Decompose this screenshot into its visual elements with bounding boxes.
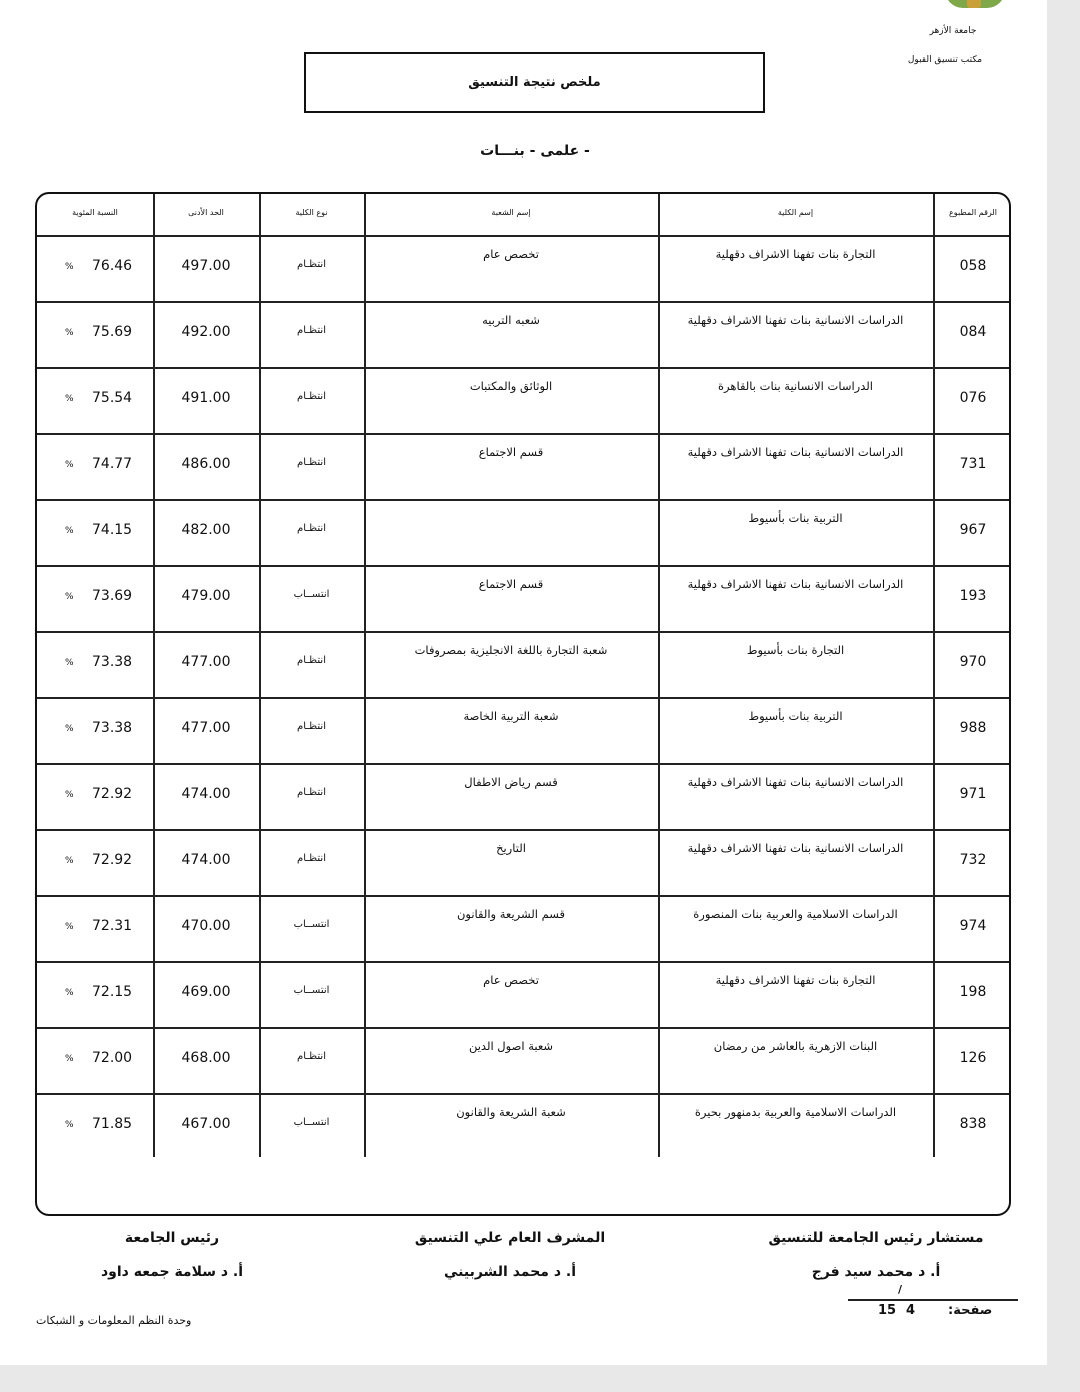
row-type: انتســاب [293, 919, 330, 930]
row-college: التجارة بنات بأسيوط [746, 643, 845, 657]
row-code: 988 [959, 720, 987, 736]
percent-sign: % [65, 922, 74, 932]
results-table [35, 192, 1011, 1216]
footer-rule [848, 1299, 1018, 1301]
row-branch: شعبة التربية الخاصة [463, 709, 559, 723]
percent-sign: % [65, 658, 74, 668]
percent-sign: % [65, 460, 74, 470]
column-header: إسم الشعبة [491, 208, 531, 217]
column-header: النسبة المئوية [72, 208, 118, 217]
column-header: الرقم المطبوع [949, 208, 997, 217]
row-type: انتســاب [293, 589, 330, 600]
row-divider [37, 301, 1009, 303]
percent-sign: % [65, 1054, 74, 1064]
row-min-score: 486.00 [181, 456, 231, 472]
row-type: انتظـام [297, 391, 326, 402]
column-divider [364, 194, 366, 1157]
row-divider [37, 235, 1009, 237]
row-branch: تخصص عام [483, 973, 539, 987]
row-min-score: 477.00 [181, 720, 231, 736]
row-min-score: 469.00 [181, 984, 231, 1000]
row-code: 198 [959, 984, 987, 1000]
row-college: الدراسات الاسلامية والعربية بدمنهور بحيرة [694, 1105, 897, 1119]
column-header: إسم الكلية [777, 208, 814, 217]
percent-sign: % [65, 592, 74, 602]
percent-sign: % [65, 724, 74, 734]
row-min-score: 482.00 [181, 522, 231, 538]
row-divider [37, 565, 1009, 567]
row-code: 970 [959, 654, 987, 670]
row-min-score: 477.00 [181, 654, 231, 670]
row-percent: 72.92 [92, 852, 133, 868]
row-code: 967 [959, 522, 987, 538]
row-type: انتظـام [297, 325, 326, 336]
column-header: الحد الأدنى [188, 208, 224, 217]
row-percent: 72.15 [92, 984, 133, 1000]
percent-sign: % [65, 394, 74, 404]
signature-role-3: رئيس الجامعة [124, 1230, 220, 1246]
row-divider [37, 829, 1009, 831]
row-percent: 73.38 [92, 720, 133, 736]
row-branch: قسم رياض الاطفال [464, 775, 558, 789]
row-branch: قسم الشريعة والقانون [456, 907, 566, 921]
row-percent: 72.00 [92, 1050, 133, 1066]
row-branch: قسم الاجتماع [478, 445, 544, 459]
row-type: انتســاب [293, 1117, 330, 1128]
university-logo [945, 0, 1005, 8]
percent-sign: % [65, 1120, 74, 1130]
row-branch: التاريخ [496, 841, 526, 855]
page-label: صفحة: [948, 1303, 993, 1318]
row-min-score: 470.00 [181, 918, 231, 934]
percent-sign: % [65, 262, 74, 272]
row-type: انتظـام [297, 259, 326, 270]
row-percent: 75.54 [92, 390, 133, 406]
row-type: انتظـام [297, 787, 326, 798]
row-percent: 72.31 [92, 918, 133, 934]
row-min-score: 467.00 [181, 1116, 231, 1132]
row-code: 058 [959, 258, 987, 274]
row-type: انتظـام [297, 523, 326, 534]
row-divider [37, 433, 1009, 435]
row-branch: شعبة اصول الدين [468, 1039, 554, 1053]
row-divider [37, 1093, 1009, 1095]
row-college: الدراسات الانسانية بنات تفهنا الاشراف دقهلية [687, 577, 904, 591]
row-branch: قسم الاجتماع [478, 577, 544, 591]
unit-name: وحدة النظم المعلومات و الشبكات [36, 1314, 192, 1327]
row-college: الدراسات الانسانية بنات تفهنا الاشراف دقهلية [687, 445, 904, 459]
row-percent: 74.15 [92, 522, 133, 538]
row-divider [37, 697, 1009, 699]
row-min-score: 479.00 [181, 588, 231, 604]
percent-sign: % [65, 790, 74, 800]
signature-slash: / [898, 1283, 903, 1296]
column-divider [658, 194, 660, 1157]
row-type: انتســاب [293, 985, 330, 996]
signature-role-1: مستشار رئيس الجامعة للتنسيق [768, 1230, 984, 1246]
row-college: الدراسات الانسانية بنات تفهنا الاشراف دقهلية [687, 841, 904, 855]
page-subtitle: - علمى - بنـــات [480, 143, 590, 159]
row-type: انتظـام [297, 655, 326, 666]
row-branch: شعبه التربيه [482, 313, 540, 327]
row-code: 974 [959, 918, 987, 934]
row-college: التجارة بنات تفهنا الاشراف دقهلية [715, 247, 876, 261]
row-min-score: 492.00 [181, 324, 231, 340]
row-code: 731 [959, 456, 987, 472]
page-title: ملخص نتيجة التنسيق [304, 52, 765, 113]
row-type: انتظـام [297, 457, 326, 468]
row-min-score: 497.00 [181, 258, 231, 274]
row-code: 084 [959, 324, 987, 340]
row-percent: 75.69 [92, 324, 133, 340]
row-code: 126 [959, 1050, 987, 1066]
row-type: انتظـام [297, 1051, 326, 1062]
row-min-score: 491.00 [181, 390, 231, 406]
row-percent: 72.92 [92, 786, 133, 802]
row-branch: تخصص عام [483, 247, 539, 261]
percent-sign: % [65, 988, 74, 998]
row-divider [37, 499, 1009, 501]
row-percent: 73.38 [92, 654, 133, 670]
row-college: الدراسات الانسانية بنات تفهنا الاشراف دقهلية [687, 775, 904, 789]
row-branch: شعبة التجارة باللغة الانجليزية بمصروفات [414, 643, 608, 657]
office-name: مكتب تنسيق القبول [907, 55, 983, 65]
row-college: التربية بنات بأسيوط [748, 511, 843, 525]
percent-sign: % [65, 856, 74, 866]
row-type: انتظـام [297, 853, 326, 864]
row-min-score: 468.00 [181, 1050, 231, 1066]
signature-role-2: المشرف العام علي التنسيق [414, 1230, 606, 1246]
row-divider [37, 961, 1009, 963]
signature-name-2: أ. د محمد الشربيني [443, 1264, 576, 1280]
row-code: 838 [959, 1116, 987, 1132]
row-divider [37, 631, 1009, 633]
percent-sign: % [65, 328, 74, 338]
page-total: 15 [878, 1303, 897, 1318]
row-code: 971 [959, 786, 987, 802]
row-percent: 76.46 [92, 258, 133, 274]
row-type: انتظـام [297, 721, 326, 732]
row-college: البنات الازهرية بالعاشر من رمضان [713, 1039, 878, 1053]
row-branch: الوثائق والمكتبات [469, 379, 553, 393]
row-college: التربية بنات بأسيوط [748, 709, 843, 723]
row-code: 732 [959, 852, 987, 868]
signature-name-1: أ. د محمد سيد فرج [811, 1264, 941, 1280]
row-branch: شعبة الشريعة والقانون [456, 1105, 566, 1119]
row-college: الدراسات الانسانية بنات تفهنا الاشراف دقهلية [687, 313, 904, 327]
row-percent: 74.77 [92, 456, 133, 472]
page-current: 4 [906, 1303, 916, 1318]
row-divider [37, 895, 1009, 897]
percent-sign: % [65, 526, 74, 536]
row-code: 076 [959, 390, 987, 406]
row-divider [37, 1027, 1009, 1029]
row-percent: 73.69 [92, 588, 133, 604]
row-min-score: 474.00 [181, 786, 231, 802]
row-divider [37, 763, 1009, 765]
row-divider [37, 367, 1009, 369]
university-name: جامعة الأزهر [929, 26, 977, 36]
row-college: التجارة بنات تفهنا الاشراف دقهلية [715, 973, 876, 987]
column-header: نوع الكلية [295, 208, 328, 217]
row-college: الدراسات الانسانية بنات بالقاهرة [718, 379, 873, 393]
row-code: 193 [959, 588, 987, 604]
signature-name-3: أ. د سلامة جمعه داود [100, 1264, 244, 1280]
column-divider [259, 194, 261, 1157]
row-percent: 71.85 [92, 1116, 133, 1132]
row-min-score: 474.00 [181, 852, 231, 868]
row-college: الدراسات الاسلامية والعربية بنات المنصورة [693, 907, 898, 921]
